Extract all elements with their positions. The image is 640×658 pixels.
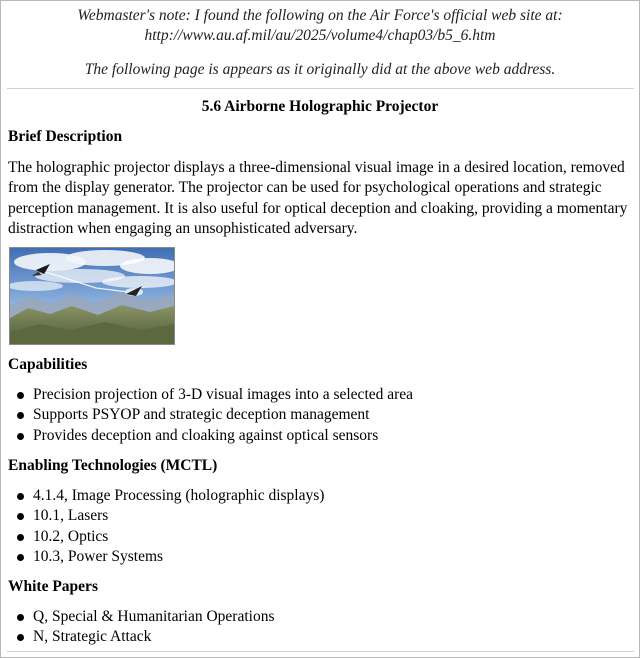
list-item: Supports PSYOP and strategic deception management (8, 405, 413, 425)
bullet-icon (17, 534, 24, 541)
list-item: N, Strategic Attack (8, 627, 274, 647)
brief-description-heading: Brief Description (8, 128, 123, 145)
list-item: 4.1.4, Image Processing (holographic displays) (8, 486, 324, 506)
bullet-icon (17, 554, 24, 561)
list-item: 10.1, Lasers (8, 506, 324, 526)
bullet-icon (17, 412, 24, 419)
webmaster-note: Webmaster's note: I found the following on the Air Force's official web site at: (77, 7, 563, 24)
white-papers-list (8, 607, 274, 648)
capabilities-heading: Capabilities (8, 356, 88, 373)
list-item: Provides deception and cloaking against optical sensors (8, 426, 413, 446)
bullet-icon (17, 392, 24, 399)
page-title: 5.6 Airborne Holographic Projector (201, 98, 439, 115)
list-item: 10.3, Power Systems (8, 547, 324, 567)
bullet-icon (17, 493, 24, 500)
enabling-technologies-heading: Enabling Technologies (MCTL) (8, 457, 218, 474)
bullet-icon (17, 634, 24, 641)
illustration-scene (10, 248, 174, 344)
capabilities-list (8, 385, 413, 446)
list-item: 10.2, Optics (8, 527, 324, 547)
holographic-projection-illustration (9, 247, 175, 345)
page-origin-note: The following page is appears as it originally did at the above web address. (84, 61, 556, 78)
bullet-icon (17, 614, 24, 621)
white-papers-heading: White Papers (8, 578, 98, 595)
source-url: http://www.au.af.mil/au/2025/volume4/chap03/b5_6.htm (144, 27, 496, 44)
bullet-icon (17, 433, 24, 440)
horizontal-rule (7, 88, 634, 90)
enabling-technologies-list (8, 486, 324, 567)
brief-description-text: The holographic projector displays a three-dimensional visual image in a desired location, removed from the display generator. The projector can be used for psychological operations and strategic perception management. It is also useful for optical deception and cloaking, providing a momentary distraction when engaging an unsophisticated adversary. (8, 159, 628, 237)
list-item: Precision projection of 3-D visual images into a selected area (8, 385, 413, 405)
bullet-icon (17, 513, 24, 520)
horizontal-rule (7, 651, 634, 653)
list-item: Q, Special & Humanitarian Operations (8, 607, 274, 627)
